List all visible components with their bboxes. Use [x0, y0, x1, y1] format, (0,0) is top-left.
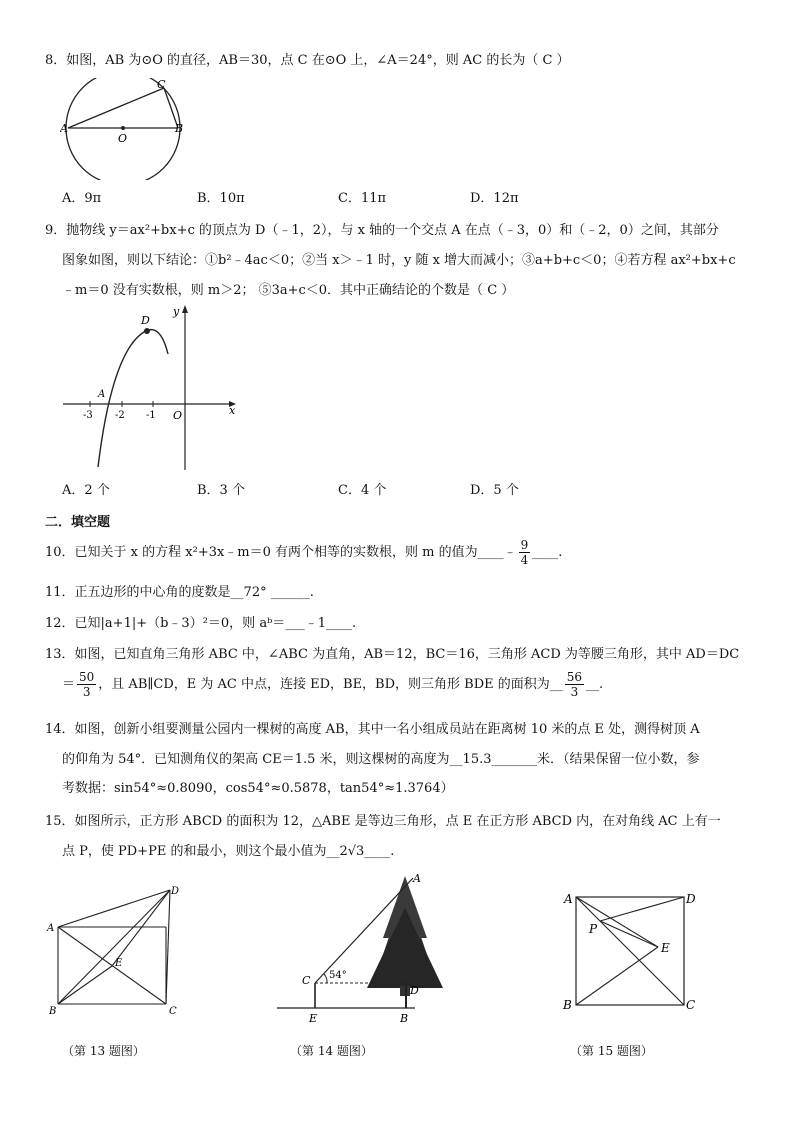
q13-line2: [62, 670, 603, 699]
q10-den: 4: [520, 553, 529, 567]
q14-line1: 14．如图，创新小组要测量公园内一棵树的高度 AB，其中一名小组成员站在距离树 10 米的点 E 处，测得树顶 A: [45, 722, 700, 737]
fig14-angle: 54°: [329, 970, 347, 981]
q14-line3: 考数据：sin54°≈0.8090，cos54°≈0.5878，tan54°≈1.3764）: [62, 781, 454, 796]
fig14-figure: [275, 868, 450, 1026]
q13-line1: 13．如图，已知直角三角形 ABC 中，∠ABC 为直角，AB＝12，BC＝16，三角形 ACD 为等腰三角形，其中 AD＝DC: [45, 647, 740, 662]
q12: 12．已知|a+1|+（b﹣3）²＝0，则 aᵇ＝___﹣1____.: [45, 616, 357, 631]
q15-line1: 15．如图所示，正方形 ABCD 的面积为 12，△ABE 是等边三角形，点 E 在正方形 ABCD 内，在对角线 AC 上有一: [45, 814, 721, 829]
q8-option-b: B．10π: [197, 191, 245, 206]
q9-line1: 9．抛物线 y＝ax²+bx+c 的顶点为 D（﹣1，2），与 x 轴的一个交点 A 在点（﹣3，0）和（﹣2，0）之间，其部分: [45, 223, 719, 238]
q8-label-o: O: [118, 132, 128, 145]
q9-option-a: A．2 个: [62, 483, 110, 498]
q8-option-d: D．12π: [470, 191, 519, 206]
fig15-caption: （第 15 题图）: [570, 1044, 653, 1058]
q9-tick-neg1: -1: [146, 410, 156, 421]
q9-option-b: B．3 个: [197, 483, 245, 498]
q9-option-c: C．4 个: [338, 483, 387, 498]
fig13-figure: [44, 882, 184, 1017]
q8-label-c: C: [157, 78, 166, 91]
q10: [45, 538, 562, 567]
q8-circle-figure: [60, 78, 190, 180]
q10-post: ____.: [532, 545, 563, 560]
q13-num1: 50: [79, 670, 95, 684]
q13-fraction-answer: [565, 670, 584, 699]
q9-label-a: A: [98, 389, 106, 400]
q9-tick-neg2: -2: [115, 410, 125, 421]
fig15-label-c: C: [686, 998, 696, 1012]
fig15-figure: [558, 885, 703, 1015]
q15-line2: 点 P，使 PD+PE 的和最小，则这个最小值为__2√3____.: [62, 844, 395, 859]
q9-tick-neg3: -3: [83, 410, 93, 421]
fig14-label-d: D: [410, 984, 419, 997]
fig14-label-b: B: [400, 1012, 409, 1025]
q8-option-c: C．11π: [338, 191, 387, 206]
fig15-label-b: B: [563, 998, 572, 1012]
tree-illustration: [367, 876, 443, 996]
fig13-caption: （第 13 题图）: [62, 1044, 145, 1058]
q11: 11．正五边形的中心角的度数是__72° ______.: [45, 585, 314, 600]
q13-den2: 3: [570, 685, 579, 699]
q8-label-a: A: [60, 122, 68, 135]
q9-line2: 图象如图，则以下结论：①b²﹣4ac＜0；②当 x＞﹣1 时，y 随 x 增大而减小；③a+b+c＜0；④若方程 ax²+bx+c: [62, 253, 736, 268]
q10-fraction: [519, 538, 531, 567]
q9-option-d: D．5 个: [470, 483, 519, 498]
q8-text: 8．如图，AB 为⊙O 的直径，AB＝30，点 C 在⊙O 上，∠A＝24°，则 AC 的长为（ C ）: [45, 53, 570, 68]
fig15-label-e: E: [661, 941, 670, 955]
fig13-label-b: B: [49, 1006, 57, 1017]
fig14-caption: （第 14 题图）: [290, 1044, 373, 1058]
fig14-label-c: C: [302, 974, 311, 987]
fig14-label-a: A: [413, 872, 421, 885]
q10-pre: 10．已知关于 x 的方程 x²+3x﹣m＝0 有两个相等的实数根，则 m 的值为____﹣: [45, 545, 517, 560]
fig13-label-a: A: [47, 923, 55, 934]
fig13-label-d: D: [171, 886, 180, 897]
fig14-label-e: E: [309, 1012, 318, 1025]
section-heading: 二．填空题: [45, 515, 111, 530]
fig15-label-d: D: [686, 892, 696, 906]
q8-label-b: B: [175, 122, 184, 135]
fig13-label-e: E: [115, 958, 123, 969]
fig13-label-c: C: [169, 1006, 177, 1017]
q14-line2: 的仰角为 54°．已知测角仪的架高 CE＝1.5 米，则这棵树的高度为__15.3_______米．（结果保留一位小数，参: [62, 752, 700, 767]
q13-fraction-ad: [77, 670, 96, 699]
q13-num2: 56: [566, 670, 583, 684]
q9-parabola-figure: [60, 302, 245, 472]
q13-post: __.: [586, 677, 604, 692]
q9-label-o: O: [173, 409, 183, 422]
q13-mid: ，且 AB∥CD，E 为 AC 中点，连接 ED，BE，BD，则三角形 BDE 的面积为__: [98, 677, 563, 692]
q13-pre: ＝: [62, 677, 76, 692]
q10-num: 9: [520, 538, 529, 552]
q8-option-a: A．9π: [62, 191, 102, 206]
fig15-label-p: P: [589, 922, 598, 936]
q9-label-x: x: [229, 404, 236, 417]
q9-label-d: D: [141, 314, 150, 327]
q9-label-y: y: [173, 305, 180, 318]
q13-den1: 3: [82, 685, 91, 699]
q9-line3: ﹣m＝0 没有实数根，则 m＞2； ⑤3a+c＜0．其中正确结论的个数是（ C ）: [62, 283, 515, 298]
fig15-label-a: A: [564, 892, 573, 906]
